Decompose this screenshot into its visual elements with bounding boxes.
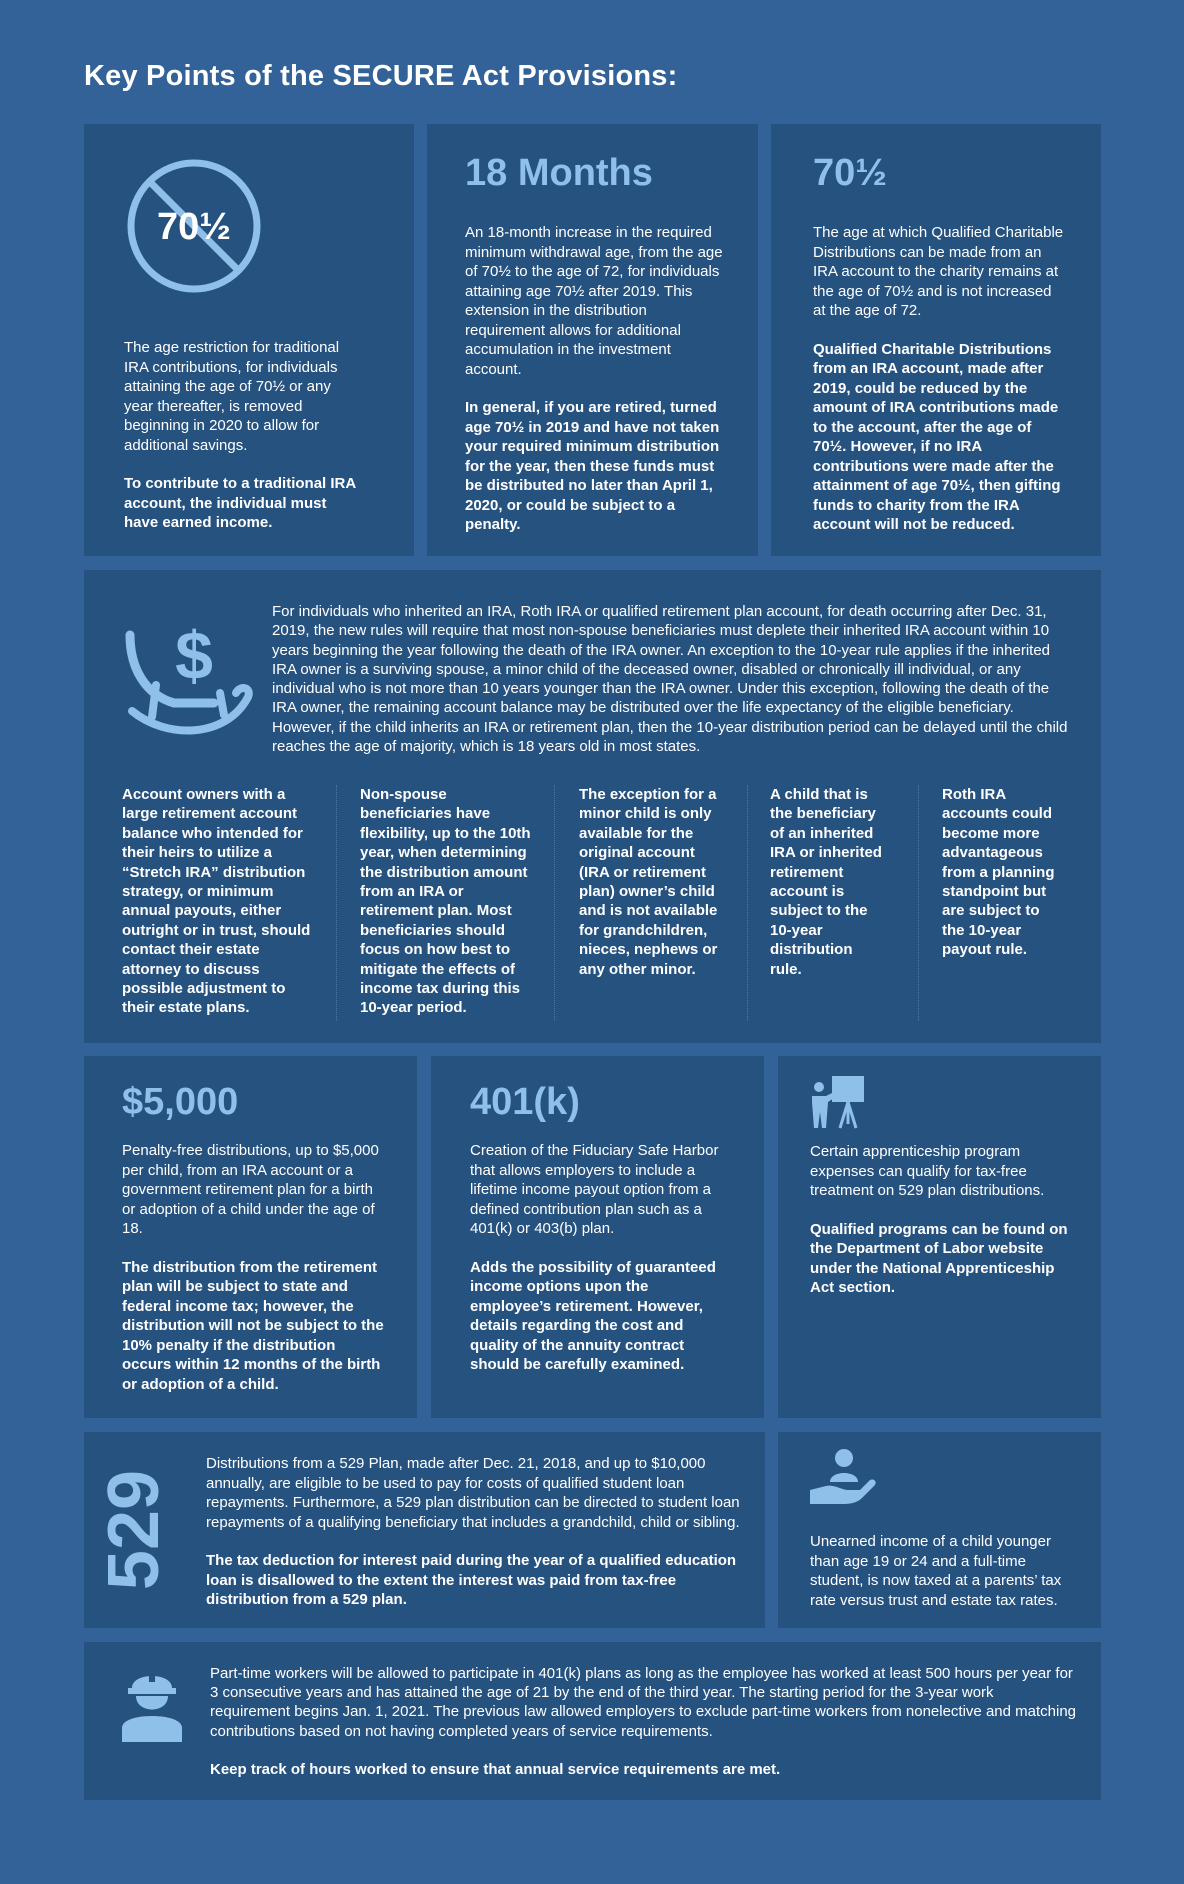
inherit-col-4: A child that is the beneficiary of an inherited IRA or inherited retirement account is subject to the 10-year distribution rule. [770,786,882,978]
inherit-col-1: Account owners with a large retirement account balance who intended for their heirs to utilize a “Stretch IRA” distribution strategy, or minimum annual payouts, either outright or in trust, should contact their estate attorney to discuss possible adjustment to their estate plans. [122,786,311,1017]
heading-70-half: 70½ [813,152,887,194]
box5000-paragraph-2: The distribution from the retirement plan will be subject to state and federal income tax; however, the distribution will not be subject to the 10% penalty if the distribution occurs within 12 months of the birth or adoption of a child. [122,1258,384,1393]
box401k-paragraph-1: Creation of the Fiduciary Safe Harbor that allows employers to include a lifetime income payout option from a defined contribution plan such as a 401(k) or 403(b) plan. [470,1142,719,1237]
box3-paragraph-1: The age at which Qualified Charitable Distributions can be made from an IRA account to the charity remains at the age of 70½ and is not increased at the age of 72. [813,224,1064,319]
inherited-intro: For individuals who inherited an IRA, Roth IRA or qualified retirement plan account, for death occurring after Dec. 31, 2019, the new rules will require that most non-spouse beneficiaries must deplete their inherited IRA account within 10 years beginning the year following the death of the IRA owner. An exception to the 10-year rule applies if the inherited IRA owner is a surviving spouse, a minor child of the deceased owner, disabled or chronically ill individual, or any individual who is not more than 10 years younger than the IRA owner. Under this exception, following the death of the IRA owner, the remaining account balance may be distributed over the life expectancy of the eligible beneficiary. However, if the child inherits an IRA or retirement plan, then the 10-year distribution period can be delayed until the child reaches the age of majority, which is 18 years old in most states. [272,603,1068,756]
card-part-time-workers [84,1642,1101,1800]
side-529: 529 [94,1469,174,1591]
box1-paragraph-2: To contribute to a traditional IRA account, the individual must have earned income. [124,475,356,531]
card-inherited-ira [84,570,1101,1043]
card-401k [431,1056,764,1418]
divider [918,785,919,1021]
heading-18-months: 18 Months [465,152,653,194]
card-5000 [84,1056,417,1418]
box3-paragraph-2: Qualified Charitable Distributions from an IRA account, made after 2019, could be reduced by the amount of IRA contributions made to the account, after the age of 70½. However, if no IRA contributions were made after the attainment of age 70½, then gifting funds to charity from the IRA account will not be reduced. [813,340,1061,533]
divider [554,785,555,1021]
card-529 [84,1432,765,1628]
teacher-board-icon [810,1074,866,1130]
box2-paragraph-2: In general, if you are retired, turned age 70½ in 2019 and have not taken your required minimum distribution for the year, then these funds must be distributed no later than April 1, 2020, or could be subject to a penalty. [465,399,720,533]
card-kiddie-tax [778,1432,1101,1628]
work-paragraph-2: Keep track of hours worked to ensure that annual service requirements are met. [210,1760,781,1778]
appr-paragraph-1: Certain apprenticeship program expenses can qualify for tax-free treatment on 529 plan distributions. [810,1143,1045,1199]
card-70-half-removed [84,124,414,556]
inherit-col-2: Non-spouse beneficiaries have flexibility, up to the 10th year, when determining the distribution amount from an IRA or retirement plan. Most beneficiaries should focus on how best to mitigate the effects of income tax during this 10-year period. [360,786,531,1017]
card-apprenticeship [778,1056,1101,1418]
no-70-half-icon-text: 70½ [157,206,231,248]
svg-text:$: $ [175,618,213,694]
hardhat-worker-icon [120,1666,184,1742]
card-18-months [427,124,758,556]
inherit-col-5: Roth IRA accounts could become more advantageous from a planning standpoint but are subject to the 10-year payout rule. [942,786,1055,959]
box2-paragraph-1: An 18-month increase in the required minimum withdrawal age, from the age of 70½ to the age of 72, for individuals attaining age 70½ after 2019. This extension in the distribution requirement allows for additional accumulation in the investment account. [465,224,723,378]
divider [336,785,337,1021]
heading-401k: 401(k) [470,1081,580,1123]
kid-paragraph-1: Unearned income of a child younger than age 19 or 24 and a full-time student, is now taxed at a parents’ tax rate versus trust and estate tax rates. [810,1533,1062,1609]
box5000-paragraph-1: Penalty-free distributions, up to $5,000 per child, from an IRA account or a government retirement plan for a birth or adoption of a child under the age of 18. [122,1142,379,1237]
rocking-dollar-icon [116,607,256,737]
page-title: Key Points of the SECURE Act Provisions: [84,60,678,92]
box529-paragraph-2: The tax deduction for interest paid during the year of a qualified education loan is disallowed to the extent the interest was paid from tax-free distribution from a 529 plan. [206,1552,737,1608]
heading-5000: $5,000 [122,1081,239,1123]
box529-paragraph-1: Distributions from a 529 Plan, made after Dec. 21, 2018, and up to $10,000 annually, are eligible to be used to pay for costs of qualified student loan repayments. Furthermore, a 529 plan distribution can be directed to student loan repayments of a qualifying beneficiary that includes a grandchild, child or sibling. [206,1455,740,1531]
card-70-half-qcd [771,124,1101,556]
box1-paragraph-1: The age restriction for traditional IRA contributions, for individuals attaining the age of 70½ or any year thereafter, is removed beginning in 2020 to allow for additional savings. [124,339,340,454]
box401k-paragraph-2: Adds the possibility of guaranteed income options upon the employee’s retirement. However, details regarding the cost and quality of the annuity contract should be carefully examined. [470,1258,716,1373]
work-paragraph-1: Part-time workers will be allowed to participate in 401(k) plans as long as the employee has worked at least 500 hours per year for 3 consecutive years and has attained the age of 21 by the end of the third year. The starting period for the 3-year work requirement begins Jan. 1, 2021. The previous law allowed employers to exclude part-time workers from nonelective and matching contributions based on not having completed years of service requirements. [210,1665,1077,1740]
divider [747,785,748,1021]
appr-paragraph-2: Qualified programs can be found on the Department of Labor website under the National Apprenticeship Act section. [810,1220,1068,1296]
hand-person-icon [808,1446,878,1508]
inherit-col-3: The exception for a minor child is only available for the original account (IRA or retirement plan) owner’s child and is not available for grandchildren, nieces, nephews or any other minor. [579,786,718,978]
